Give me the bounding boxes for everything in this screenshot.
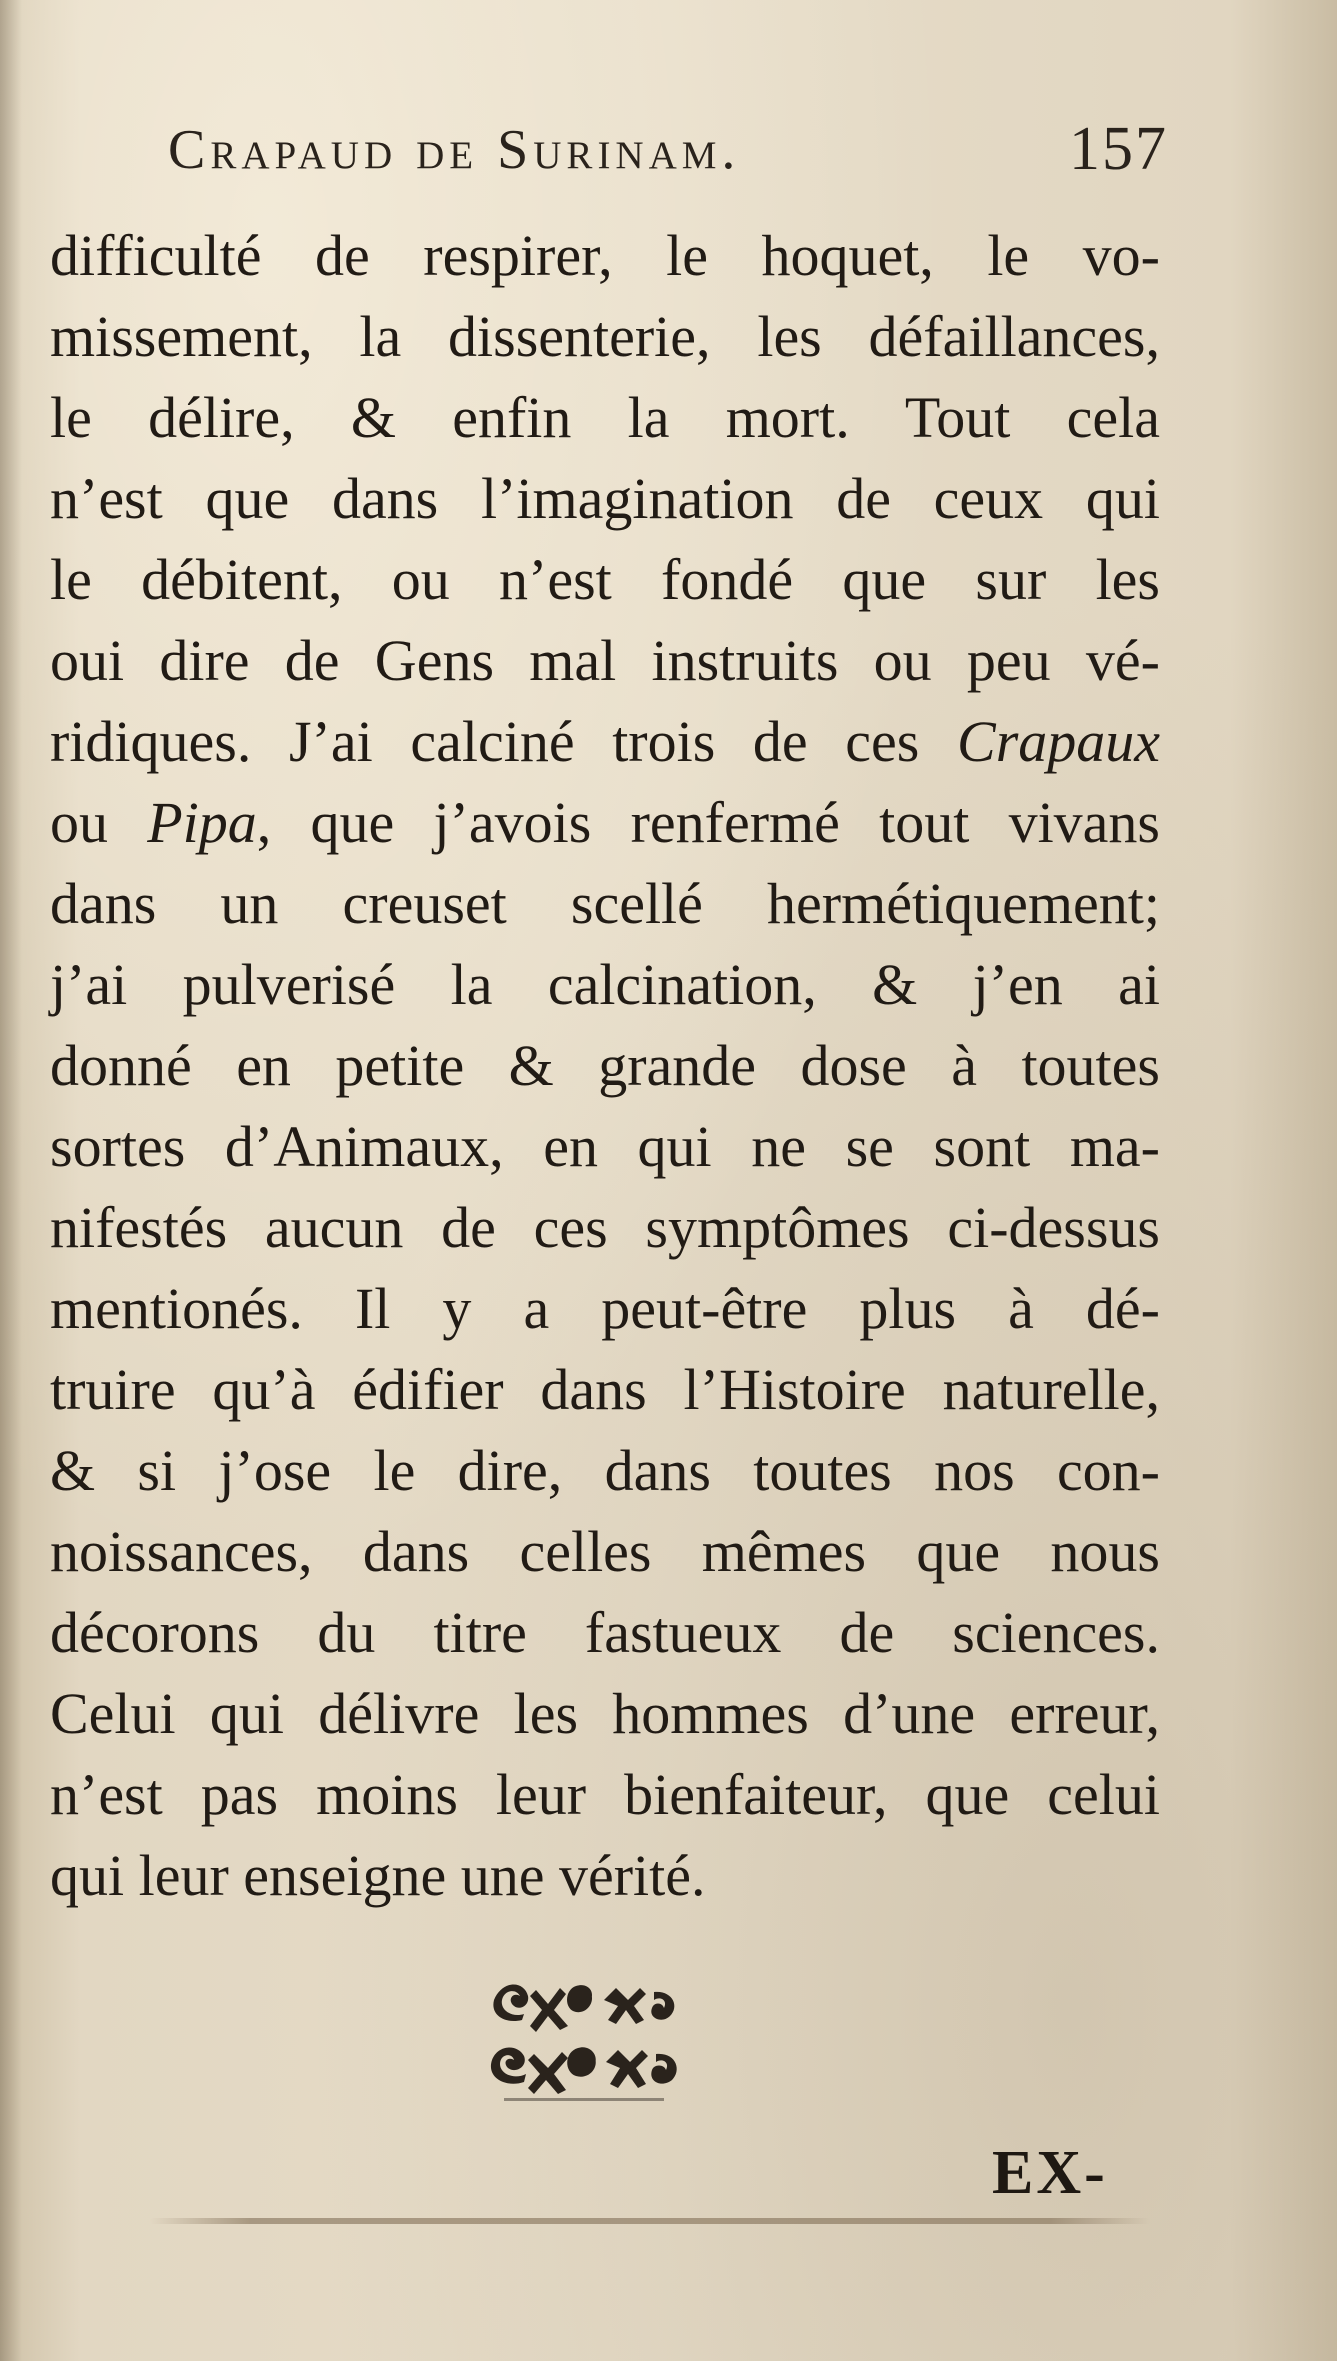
- text-line: dans un creuset scellé hermétiquement;: [50, 871, 1160, 936]
- body-text: [50, 215, 1160, 1916]
- text-segment: , que j’avois renfermé tout vivans: [256, 790, 1160, 855]
- spine-shadow: [0, 0, 22, 2361]
- italic-word-crapaux: Crapaux: [957, 709, 1161, 774]
- page-header: [168, 108, 1168, 198]
- text-line: [50, 782, 1160, 863]
- text-line: [50, 701, 1160, 782]
- text-line: missement, la dissenterie, les défaillances,: [50, 304, 1160, 369]
- text-line: difficulté de respirer, le hoquet, le vo-: [50, 223, 1160, 288]
- text-line: oui dire de Gens mal instruits ou peu vé-: [50, 628, 1160, 693]
- text-line: noissances, dans celles mêmes que nous: [50, 1519, 1160, 1584]
- text-line: nifestés aucun de ces symptômes ci-dessus: [50, 1195, 1160, 1260]
- text-line: sortes d’Animaux, en qui ne se sont ma-: [50, 1114, 1160, 1179]
- fleuron-ornament-icon: [484, 1970, 684, 2110]
- text-line: mentionés. Il y a peut-être plus à dé-: [50, 1276, 1160, 1341]
- text-line: & si j’ose le dire, dans toutes nos con-: [50, 1438, 1160, 1503]
- text-line: le délire, & enfin la mort. Tout cela: [50, 385, 1160, 450]
- text-line: donné en petite & grande dose à toutes: [50, 1033, 1160, 1098]
- text-line: n’est pas moins leur bienfaiteur, que celui: [50, 1762, 1160, 1827]
- italic-word-pipa: Pipa: [147, 790, 257, 855]
- text-line: Celui qui délivre les hommes d’une erreur,: [50, 1681, 1160, 1746]
- page-number: 157: [1069, 115, 1168, 183]
- text-segment: ridiques. J’ai calciné trois de ces: [50, 709, 920, 774]
- text-line: n’est que dans l’imagination de ceux qui: [50, 466, 1160, 531]
- text-line: qui leur enseigne une vérité.: [50, 1843, 706, 1908]
- running-title: Crapaud de Surinam.: [168, 119, 741, 181]
- text-segment: ou: [50, 790, 108, 855]
- text-line: truire qu’à édifier dans l’Histoire naturelle,: [50, 1357, 1160, 1422]
- text-line: décorons du titre fastueux de sciences.: [50, 1600, 1160, 1665]
- catchword: EX-: [992, 2139, 1108, 2207]
- bottom-rule: [150, 2218, 1150, 2224]
- text-line: le débitent, ou n’est fondé que sur les: [50, 547, 1160, 612]
- text-line: j’ai pulverisé la calcination, & j’en ai: [50, 952, 1160, 1017]
